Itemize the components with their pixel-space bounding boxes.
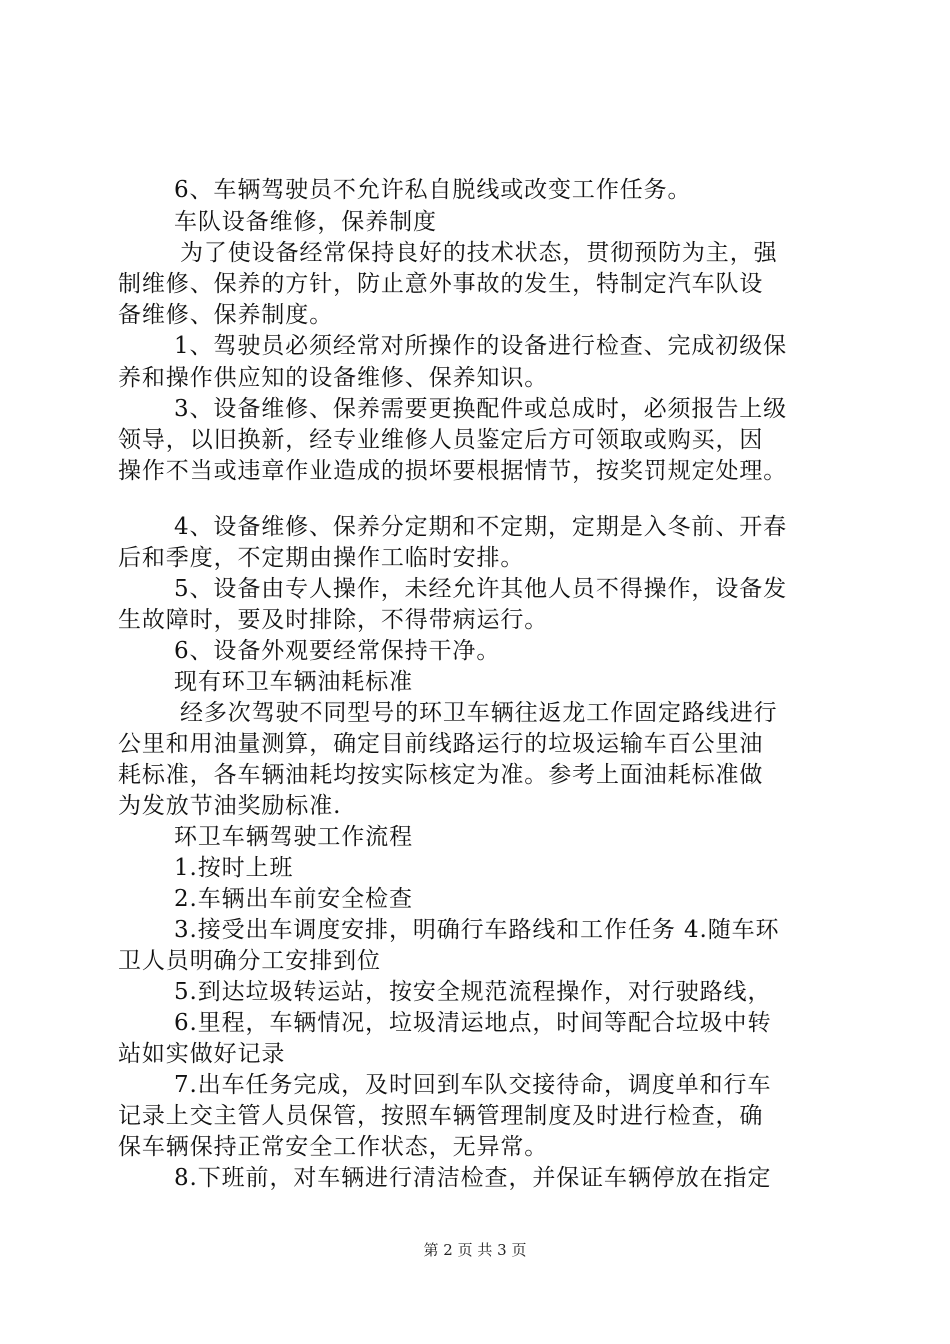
text-line: 后和季度，不定期由操作工临时安排。: [118, 545, 525, 571]
text-line: 3、设备维修、保养需要更换配件或总成时，必须报告上级: [174, 396, 788, 422]
text-line: 卫人员明确分工安排到位: [118, 948, 381, 974]
list-item: 2.车辆出车前安全检查: [174, 886, 413, 912]
text-line: 领导，以旧换新，经专业维修人员鉴定后方可领取或购买，因: [118, 427, 764, 453]
text-line: 记录上交主管人员保管，按照车辆管理制度及时进行检查，确: [118, 1103, 764, 1129]
text-line: 养和操作供应知的设备维修、保养知识。: [118, 365, 549, 391]
list-item: 3.接受出车调度安排，明确行车路线和工作任务 4.随车环: [174, 917, 780, 943]
text-line: 为了使设备经常保持良好的技术状态，贯彻预防为主，强: [180, 240, 778, 266]
section-heading: 环卫车辆驾驶工作流程: [174, 824, 413, 850]
text-line: 6、设备外观要经常保持干净。: [174, 638, 501, 664]
text-line: 6、车辆驾驶员不允许私自脱线或改变工作任务。: [174, 177, 692, 203]
page-number-footer: 第 2 页 共 3 页: [423, 1241, 527, 1259]
list-item: 6.里程，车辆情况，垃圾清运地点，时间等配合垃圾中转: [174, 1010, 772, 1036]
text-line: 耗标准，各车辆油耗均按实际核定为准。参考上面油耗标准做: [118, 762, 764, 788]
text-line: 经多次驾驶不同型号的环卫车辆往返龙工作固定路线进行: [180, 700, 778, 726]
section-heading: 现有环卫车辆油耗标准: [174, 669, 413, 695]
text-line: 备维修、保养制度。: [118, 302, 334, 328]
text-line: 操作不当或违章作业造成的损坏要根据情节，按奖罚规定处理。: [118, 458, 788, 484]
section-heading: 车队设备维修，保养制度: [174, 209, 437, 235]
text-line: 1、驾驶员必须经常对所操作的设备进行检查、完成初级保: [174, 333, 788, 359]
list-item: 8.下班前，对车辆进行清洁检查，并保证车辆停放在指定: [174, 1165, 772, 1191]
text-line: 为发放节油奖励标准.: [118, 793, 342, 819]
text-line: 5、设备由专人操作，未经允许其他人员不得操作，设备发: [174, 576, 788, 602]
text-line: 4、设备维修、保养分定期和不定期，定期是入冬前、开春: [174, 514, 788, 540]
list-item: 5.到达垃圾转运站，按安全规范流程操作，对行驶路线，: [174, 979, 772, 1005]
text-line: 保车辆保持正常安全工作状态，无异常。: [118, 1134, 549, 1160]
list-item: 7.出车任务完成，及时回到车队交接待命，调度单和行车: [174, 1072, 772, 1098]
text-line: 制维修、保养的方针，防止意外事故的发生，特制定汽车队设: [118, 271, 764, 297]
list-item: 1.按时上班: [174, 855, 294, 881]
text-line: 站如实做好记录: [118, 1041, 286, 1067]
text-line: 公里和用油量测算，确定目前线路运行的垃圾运输车百公里油: [118, 731, 764, 757]
text-line: 生故障时，要及时排除，不得带病运行。: [118, 607, 549, 633]
